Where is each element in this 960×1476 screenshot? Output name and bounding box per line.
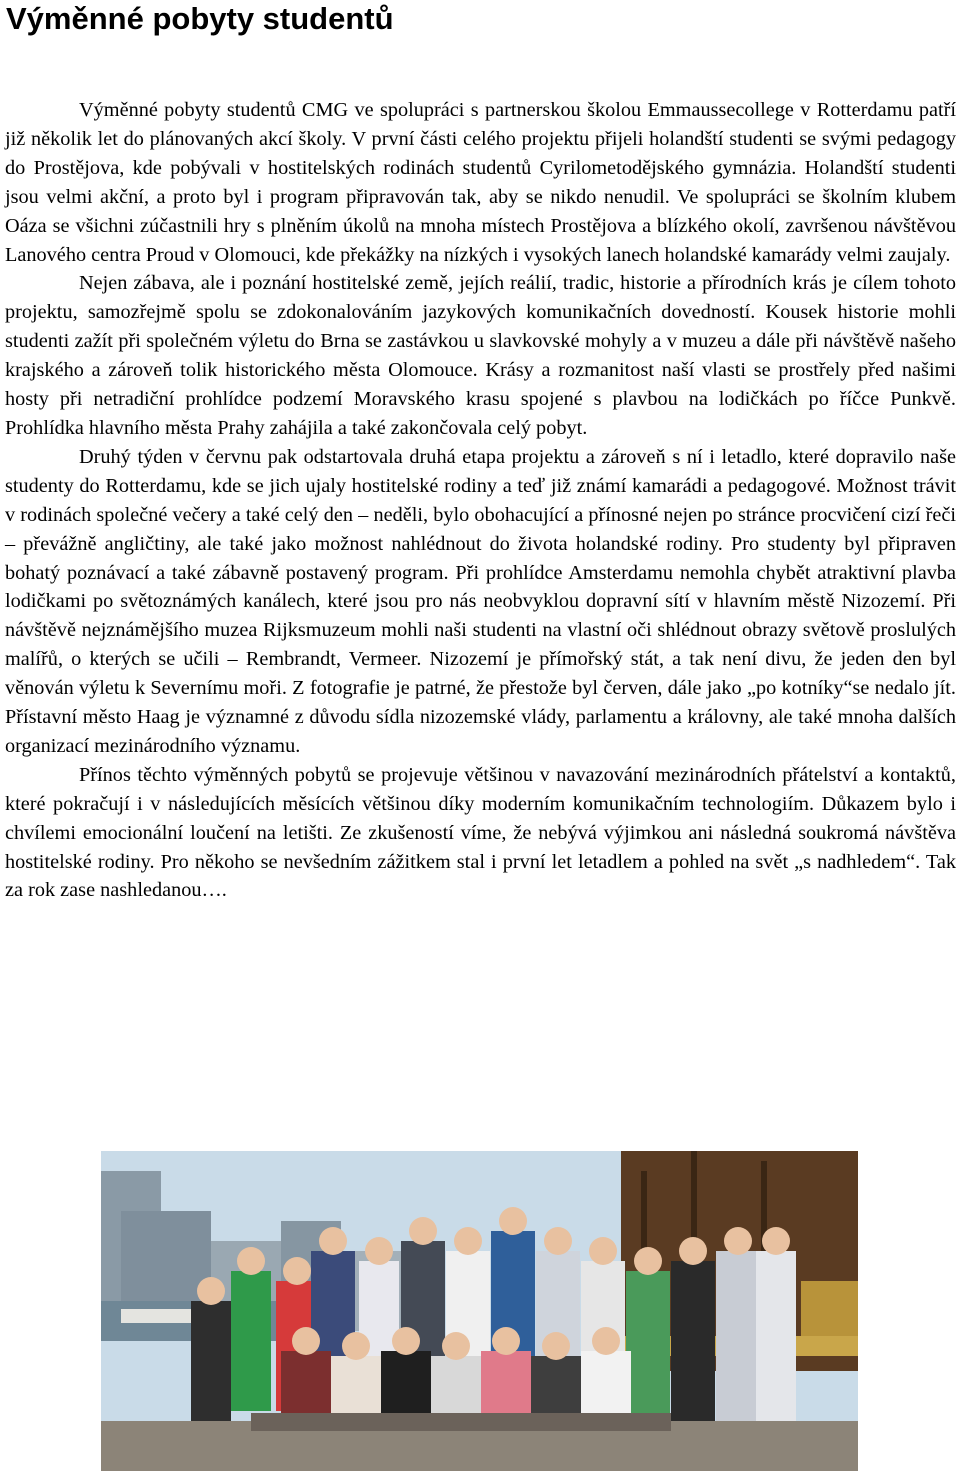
- paragraph: Přínos těchto výměnných pobytů se projevuje většinou v navazování mezinárodních přátelství a kontaktů, které pokračují i v následujících měsících většinou díky moderním komunikačním technologiím. Důkazem bylo i chvílemi emocionální loučení na letišti. Ze zkušeností víme, že nebývá výjimkou ani následná soukromá návštěva hostitelské rodiny. Pro někoho se nevšedním zážitkem stal i první let letadlem a pohled na svět „s nadhledem“. Tak za rok zase nashledanou….: [5, 763, 956, 902]
- group-photo-illustration: [101, 1151, 858, 1471]
- group-photo: [101, 1151, 858, 1471]
- paragraph: Nejen zábava, ale i poznání hostitelské země, jejích reálií, tradic, historie a přírodních krás je cílem tohoto projektu, samozřejmě spolu se zdokonalováním jazykových komunikačních dovedností. Kousek historie mohli studenti zažít při společném výletu do Brna se zastávkou u slavkovské mohyly a v muzeu a dále při návštěvě našeho krajského a zároveň tolik historického města Olomouce. Krásy a rozmanitost naší vlasti se prostřely před našimi hosty při netradiční prohlídce podzemí Moravského krasu spojené s plavbou na lodičkách po říčce Punkvě. Prohlídka hlavního města Prahy zahájila a také zakončovala celý pobyt.: [5, 272, 956, 439]
- article-body: [5, 96, 956, 905]
- paragraph: Druhý týden v červnu pak odstartovala druhá etapa projektu a zároveň s ní i letadlo, které dopravilo naše studenty do Rotterdamu, kde se jich ujaly hostitelské rodiny a teď již známí kamarádi a pedagogové. Možnost trávit v rodinách společné večery a také celý den – neděli, bylo obohacující a přínosné nejen po stránce procvičení cizí řeči – převážně angličtiny, ale také jako možnost nahlédnout do života holandské rodiny. Pro studenty byl připraven bohatý poznávací a také zábavně postavený program. Při prohlídce Amsterdamu nemohla chybět atraktivní plavba lodičkami po světoznámých kanálech, které jsou pro nás neobvyklou dopravní sítí v hlavním městě Nizozemí. Při návštěvě nejznámějšího muzea Rijksmuzeum mohli naši studenti na vlastní oči shlédnout obrazy světově proslulých malířů, o kterých se učili – Rembrandt, Vermeer. Nizozemí je přímořský stát, a tak není divu, že jeden den byl věnován výletu k Severnímu moři. Z fotografie je patrné, že přestože byl červen, dále jako „po kotníky“se nedalo jít. Přístavní město Haag je významné z důvodu sídla nizozemské vlády, parlamentu a královny, ale také mnoha dalších organizací mezinárodního významu.: [5, 445, 956, 757]
- page-title: Výměnné pobyty studentů: [6, 1, 394, 36]
- paragraph: Výměnné pobyty studentů CMG ve spolupráci s partnerskou školou Emmaussecollege v Rotterdamu patří již několik let do plánovaných akcí školy. V první části celého projektu přijeli holandští studenti se svými pedagogy do Prostějova, kde pobývali v hostitelských rodinách studentů Cyrilometodějského gymnázia. Holandští studenti jsou velmi akční, a proto byl i program připravován tak, aby se nikdo nenudil. Ve spolupráci se školním klubem Oáza se všichni zúčastnili hry s plněním úkolů na mnoha místech Prostějova a blízkého okolí, završenou návštěvou Lanového centra Proud v Olomouci, kde překážky na nízkých i vysokých lanech holandské kamarády velmi zaujaly.: [5, 99, 956, 266]
